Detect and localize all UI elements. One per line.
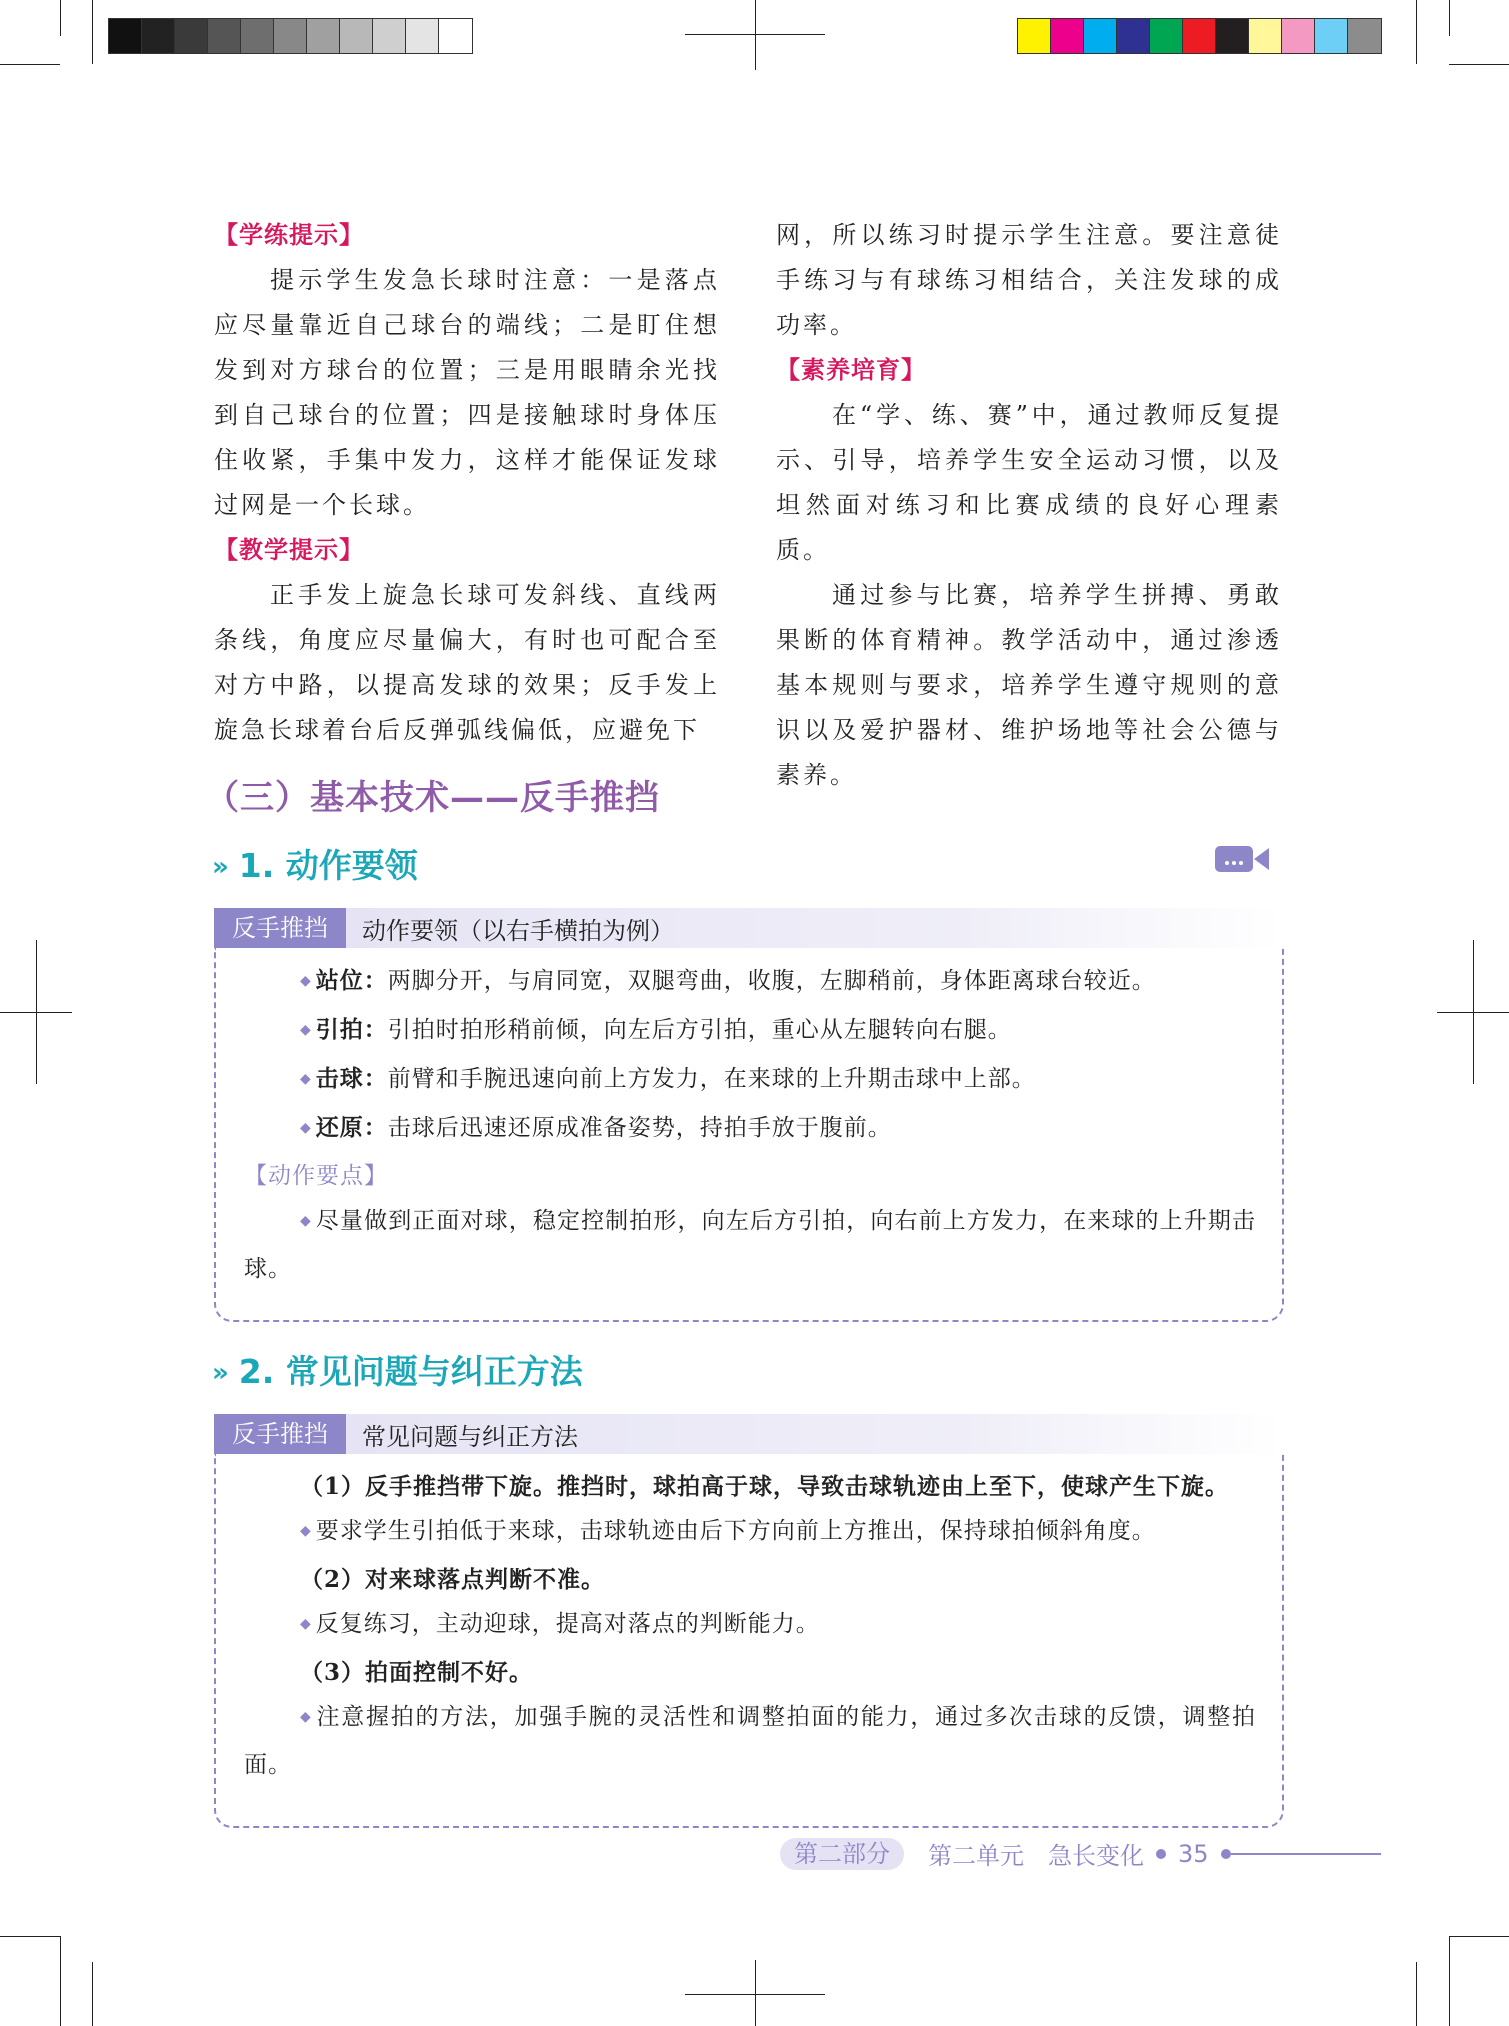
solution-1: ◆ 要求学生引拍低于来球，击球轨迹由后下方向前上方推出，保持球拍倾斜角度。 [300, 1518, 1156, 1544]
diamond-bullet-icon: ◆ [300, 973, 312, 989]
box-title: 动作要领（以右手横拍为例） [362, 916, 674, 945]
video-camera-icon[interactable] [1215, 843, 1269, 875]
box-body [214, 1454, 1284, 1828]
diamond-bullet-icon: ◆ [300, 1022, 312, 1038]
solution-3: ◆ 注意握拍的方法，加强手腕的灵活性和调整拍面的能力，通过多次击球的反馈，调整拍面。 [244, 1704, 1256, 1778]
study-tip-tag: 【学练提示】 [214, 221, 364, 249]
problem-1: （1）反手推挡带下旋。推挡时，球拍高于球，导致击球轨迹由上至下，使球产生下旋。 [300, 1473, 1230, 1500]
literacy-text-2: 通过参与比赛，培养学生拼搏、勇敢果断的体育精神。教学活动中，通过渗透基本规则与要求，培养学生遵守规则的意识以及爱护器材、维护场地等社会公德与素养。 [776, 581, 1282, 789]
footer-dot-icon [1156, 1849, 1166, 1859]
list-item: ◆ 引拍：引拍时拍形稍前倾，向左后方引拍，重心从左腿转向右腿。 [300, 1016, 1012, 1043]
teaching-tip-continued: 网，所以练习时提示学生注意。要注意徒手练习与有球练习相结合，关注发球的成功率。 [776, 221, 1282, 339]
action-essentials-box [214, 908, 1284, 1322]
key-points-text: ◆ 尽量做到正面对球，稳定控制拍形，向左后方引拍，向右前上方发力，在来球的上升期击球。 [244, 1208, 1256, 1282]
left-column [214, 213, 720, 753]
diamond-bullet-icon: ◆ [300, 1120, 312, 1136]
subheading-action-essentials [212, 840, 418, 887]
diamond-bullet-icon: ◆ [300, 1709, 313, 1725]
box-label: 反手推挡 [214, 908, 346, 948]
footer-part-badge: 第二部分 [780, 1838, 904, 1870]
diamond-bullet-icon: ◆ [300, 1213, 312, 1229]
subheading-text: 2. 常见问题与纠正方法 [238, 1352, 583, 1391]
teaching-tip-tag: 【教学提示】 [214, 536, 364, 564]
subheading-common-problems [212, 1346, 583, 1393]
footer-unit-text: 第二单元 急长变化 [928, 1842, 1144, 1870]
box-body [214, 948, 1284, 1322]
grayscale-color-bar [108, 18, 473, 54]
diamond-bullet-icon: ◆ [300, 1616, 312, 1632]
box-label: 反手推挡 [214, 1414, 346, 1454]
box-header [214, 908, 1284, 948]
common-problems-box [214, 1414, 1284, 1828]
solution-2: ◆ 反复练习，主动迎球，提高对落点的判断能力。 [300, 1611, 820, 1637]
chevron-right-icon: » [212, 852, 229, 882]
cmyk-color-bar [1017, 18, 1382, 54]
literacy-text-1: 在“学、练、赛”中，通过教师反复提示、引导，培养学生安全运动习惯，以及坦然面对练习和比赛成绩的良好心理素质。 [776, 401, 1282, 564]
footer-rule [1231, 1853, 1381, 1855]
section-title: （三）基本技术——反手推挡 [205, 778, 660, 818]
subheading-text: 1. 动作要领 [238, 846, 418, 885]
list-item: ◆ 击球：前臂和手腕迅速向前上方发力，在来球的上升期击球中上部。 [300, 1065, 1036, 1092]
problem-3: （3）拍面控制不好。 [300, 1659, 534, 1686]
diamond-bullet-icon: ◆ [300, 1071, 312, 1087]
problem-2: （2）对来球落点判断不准。 [300, 1566, 606, 1593]
literacy-tag: 【素养培育】 [776, 356, 926, 384]
page-number: 35 [1178, 1839, 1209, 1868]
list-item: ◆ 站位：两脚分开，与肩同宽，双腿弯曲，收腹，左脚稍前，身体距离球台较近。 [300, 967, 1156, 994]
chevron-right-icon: » [212, 1358, 229, 1388]
study-tip-text: 提示学生发急长球时注意：一是落点应尽量靠近自己球台的端线；二是盯住想发到对方球台的位置；三是用眼睛余光找到自己球台的位置；四是接触球时身体压住收紧，手集中发力，这样才能保证发球过网是一个长球。 [214, 266, 720, 519]
key-points-title: 【动作要点】 [244, 1163, 388, 1189]
list-item: ◆ 还原：击球后迅速还原成准备姿势，持拍手放于腹前。 [300, 1114, 892, 1141]
box-header [214, 1414, 1284, 1454]
diamond-bullet-icon: ◆ [300, 1523, 312, 1539]
footer-dot-icon [1221, 1849, 1231, 1859]
right-column [776, 213, 1282, 798]
box-title: 常见问题与纠正方法 [362, 1422, 578, 1451]
teaching-tip-text: 正手发上旋急长球可发斜线、直线两条线，角度应尽量偏大，有时也可配合至对方中路，以提高发球的效果；反手发上旋急长球着台后反弹弧线偏低，应避免下 [214, 581, 720, 744]
page-footer [780, 1836, 1381, 1871]
